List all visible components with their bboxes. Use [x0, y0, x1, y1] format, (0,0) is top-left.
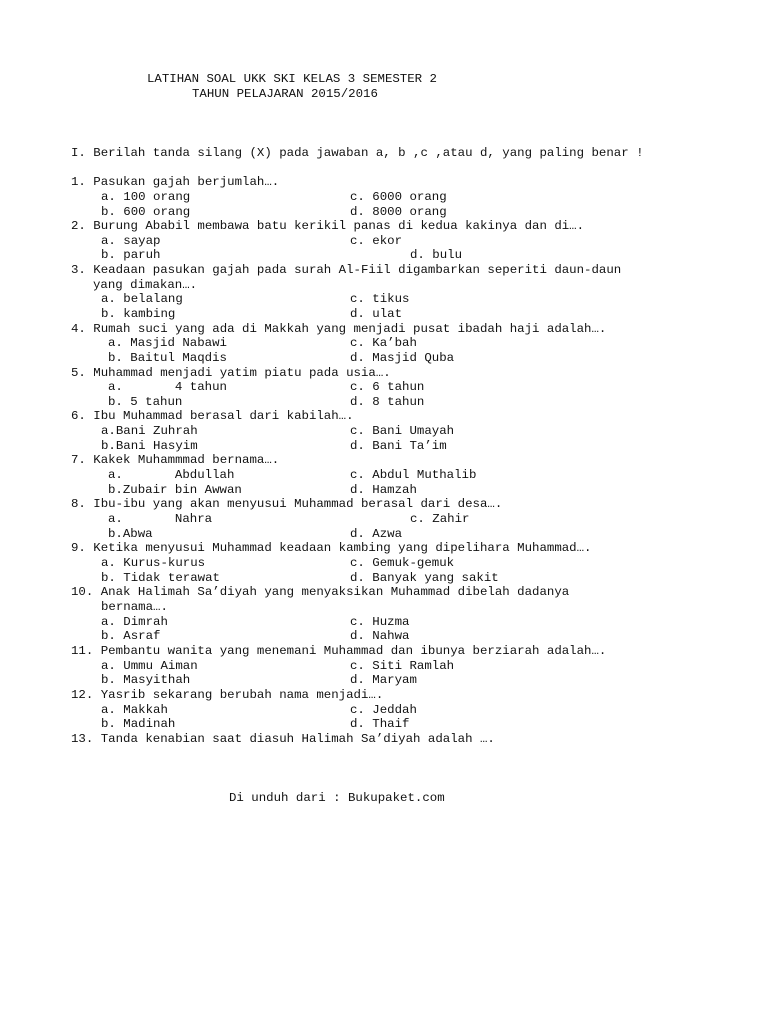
option-3c: c. tikus [350, 292, 410, 306]
option-10a: a. Dimrah [101, 615, 168, 629]
option-9c: c. Gemuk-gemuk [350, 556, 455, 570]
question-7: 7. Kakek Muhammmad bernama…. [71, 453, 280, 467]
option-9d: d. Banyak yang sakit [350, 571, 499, 585]
option-12b: b. Madinah [101, 717, 176, 731]
option-8a: a. Nahra [108, 512, 213, 526]
option-8b: b.Abwa [108, 527, 153, 541]
option-6c: c. Bani Umayah [350, 424, 455, 438]
option-12d: d. Thaif [350, 717, 410, 731]
option-1b: b. 600 orang [101, 205, 191, 219]
question-2: 2. Burung Ababil membawa batu kerikil panas di kedua kakinya dan di…. [71, 219, 585, 233]
option-11d: d. Maryam [350, 673, 417, 687]
option-9b: b. Tidak terawat [101, 571, 220, 585]
option-5a: a. 4 tahun [108, 380, 227, 394]
question-10-continued: bernama…. [101, 600, 168, 614]
question-8: 8. Ibu-ibu yang akan menyusui Muhammad berasal dari desa…. [71, 497, 503, 511]
instruction-text: I. Berilah tanda silang (X) pada jawaban a, b ,c ,atau d, yang paling benar ! [71, 146, 644, 160]
question-6: 6. Ibu Muhammad berasal dari kabilah…. [71, 409, 354, 423]
title-line-1: LATIHAN SOAL UKK SKI KELAS 3 SEMESTER 2 [147, 72, 437, 86]
question-11: 11. Pembantu wanita yang menemani Muhammad dan ibunya berziarah adalah…. [71, 644, 607, 658]
option-8c: c. Zahir [410, 512, 470, 526]
option-10c: c. Huzma [350, 615, 410, 629]
question-3-continued: yang dimakan…. [93, 278, 198, 292]
question-3: 3. Keadaan pasukan gajah pada surah Al-Fiil digambarkan seperiti daun-daun [71, 263, 622, 277]
option-10b: b. Asraf [101, 629, 161, 643]
question-10: 10. Anak Halimah Sa’diyah yang menyaksikan Muhammad dibelah dadanya [71, 585, 570, 599]
option-6d: d. Bani Ta’im [350, 439, 447, 453]
option-2d: d. bulu [410, 248, 463, 262]
question-1: 1. Pasukan gajah berjumlah…. [71, 175, 280, 189]
option-11b: b. Masyithah [101, 673, 191, 687]
option-12a: a. Makkah [101, 703, 168, 717]
option-1c: c. 6000 orang [350, 190, 447, 204]
question-13: 13. Tanda kenabian saat diasuh Halimah Sa’diyah adalah …. [71, 732, 495, 746]
question-9: 9. Ketika menyusui Muhammad keadaan kambing yang dipelihara Muhammad…. [71, 541, 592, 555]
option-1a: a. 100 orang [101, 190, 191, 204]
option-7d: d. Hamzah [350, 483, 417, 497]
option-4a: a. Masjid Nabawi [108, 336, 227, 350]
option-4d: d. Masjid Quba [350, 351, 455, 365]
option-6a: a.Bani Zuhrah [101, 424, 198, 438]
option-7a: a. Abdullah [108, 468, 235, 482]
option-9a: a. Kurus-kurus [101, 556, 206, 570]
option-6b: b.Bani Hasyim [101, 439, 198, 453]
option-7c: c. Abdul Muthalib [350, 468, 477, 482]
option-2a: a. sayap [101, 234, 161, 248]
option-3b: b. kambing [101, 307, 176, 321]
option-7b: b.Zubair bin Awwan [108, 483, 242, 497]
option-8d: d. Azwa [350, 527, 403, 541]
footer-source: Di unduh dari : Bukupaket.com [229, 791, 445, 805]
option-4c: c. Ka’bah [350, 336, 417, 350]
option-11c: c. Siti Ramlah [350, 659, 455, 673]
option-1d: d. 8000 orang [350, 205, 447, 219]
option-2b: b. paruh [101, 248, 161, 262]
option-5b: b. 5 tahun [108, 395, 183, 409]
option-4b: b. Baitul Maqdis [108, 351, 227, 365]
option-12c: c. Jeddah [350, 703, 417, 717]
question-4: 4. Rumah suci yang ada di Makkah yang menjadi pusat ibadah haji adalah…. [71, 322, 607, 336]
option-5c: c. 6 tahun [350, 380, 425, 394]
option-5d: d. 8 tahun [350, 395, 425, 409]
option-11a: a. Ummu Aiman [101, 659, 198, 673]
option-3d: d. ulat [350, 307, 403, 321]
question-12: 12. Yasrib sekarang berubah nama menjadi…. [71, 688, 384, 702]
option-3a: a. belalang [101, 292, 183, 306]
title-line-2: TAHUN PELAJARAN 2015/2016 [192, 87, 378, 101]
option-10d: d. Nahwa [350, 629, 410, 643]
question-5: 5. Muhammad menjadi yatim piatu pada usia…. [71, 366, 391, 380]
option-2c: c. ekor [350, 234, 403, 248]
